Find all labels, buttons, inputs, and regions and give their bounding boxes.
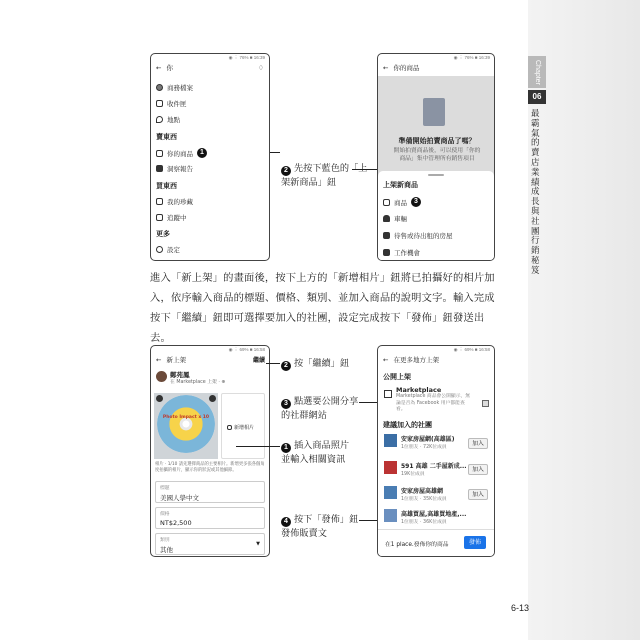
chapter-label: Chapter: [528, 56, 546, 88]
annotation-step-2-top: 2 先按下藍色的「上架新商品」鈕: [281, 163, 368, 188]
pointer-line: [236, 446, 280, 447]
chapter-title: 最霸氣的賣店業績成長與社團行銷秘笈: [531, 109, 540, 276]
house-icon: [383, 232, 390, 239]
group-item: 安家房屋高雄網 1位朋友 · 35K位成員: [384, 486, 470, 502]
publish-button[interactable]: 發佈: [464, 536, 486, 549]
continue-button[interactable]: 繼續: [252, 357, 265, 364]
join-button[interactable]: 加入: [468, 464, 488, 475]
annotation-step-2: 2 按「繼續」鈕: [281, 357, 381, 371]
menu-item-profile[interactable]: 商務檔案: [156, 83, 193, 92]
public-section-title: 公開上架: [383, 373, 411, 381]
join-button[interactable]: 加入: [468, 438, 488, 449]
header: [378, 61, 494, 76]
section-buy: 買東西: [156, 182, 177, 190]
sheet-section-title: 上架新商品: [383, 181, 418, 189]
back-arrow-icon[interactable]: ←: [383, 64, 389, 72]
option-property[interactable]: 待售或待出租的房屋: [383, 231, 453, 240]
marketplace-desc: Marketplace 商品會公開顯示，無論是否為 Facebook 用戶都能查看。: [396, 394, 471, 412]
option-job[interactable]: 工作機會: [383, 248, 420, 257]
join-button[interactable]: 加入: [468, 489, 488, 500]
prompt-title: 準備開始拍賣商品了嗎？: [398, 137, 476, 145]
menu-item-your-items[interactable]: 你的商品 1: [156, 148, 207, 158]
header: [378, 353, 494, 368]
footer-text: 在1 place.發佈你的商品: [385, 542, 449, 548]
inbox-icon: [156, 100, 163, 107]
tag-icon: [383, 199, 390, 206]
bottom-sheet: [378, 171, 494, 260]
option-item[interactable]: 商品 3: [383, 197, 421, 207]
phone-screenshot-you: [150, 53, 270, 261]
group-item: 高雄買屋,高雄買地產,... 1位朋友 · 36K位成員: [384, 509, 470, 525]
edit-icon[interactable]: [209, 395, 216, 402]
phone-screenshot-new-listing: [150, 345, 270, 557]
header-title: 在更多地方上架: [393, 356, 439, 364]
seller-subtitle: 在 Marketplace 上架 · ⊕: [170, 380, 226, 385]
option-vehicle[interactable]: 車輛: [383, 214, 407, 223]
gear-icon: [156, 246, 163, 253]
section-more: 更多: [156, 230, 170, 238]
group-thumbnail: [384, 509, 397, 522]
annotation-step-1: 1 插入商品照片並輸入相關資訊: [281, 440, 350, 465]
cd-label: Photo Impact x 10: [162, 415, 210, 420]
annotation-step-4: 4 按下「發佈」鈕發佈販賣文: [281, 514, 359, 539]
tag-icon: [156, 150, 163, 157]
close-icon[interactable]: [156, 395, 163, 402]
pointer-line: [270, 152, 280, 153]
marketplace-title: Marketplace: [396, 386, 442, 394]
dropdown-icon: ▼: [256, 541, 260, 547]
groups-section-title: 建議加入的社團: [383, 421, 432, 429]
page-number: 6-13: [511, 603, 530, 613]
document-icon: [423, 98, 445, 126]
bookmark-icon: [156, 198, 163, 205]
add-photo-button[interactable]: 新增相片: [221, 393, 265, 459]
group-thumbnail: [384, 486, 397, 499]
title-field[interactable]: 標題 美國人學中文: [155, 481, 265, 503]
back-arrow-icon[interactable]: ←: [156, 356, 162, 364]
footer-bar: [378, 529, 494, 556]
category-field[interactable]: 類別 其他 ▼: [155, 533, 265, 555]
back-arrow-icon[interactable]: ←: [383, 356, 389, 364]
prompt-text: 開始拍賣商品後，可以使用「你的商品」集中管理所有銷售項目: [393, 148, 481, 162]
menu-item-following[interactable]: 追蹤中: [156, 213, 187, 222]
menu-item-settings[interactable]: 設定: [156, 245, 180, 254]
body-paragraph: 進入「新上架」的畫面後，按下上方的「新增相片」鈕將已拍攝好的相片加入，依序輸入商品的標題、價格、類別、並加入商品的說明文字。輸入完成按下「繼續」鈕即可選擇要加入的社團，設定完成按下「發佈」鈕發送出去。: [150, 272, 495, 344]
chapter-number: 06: [528, 90, 546, 104]
location-icon: [156, 116, 163, 123]
back-arrow-icon[interactable]: ←: [156, 64, 162, 72]
marketplace-checkbox[interactable]: [482, 400, 489, 407]
seller-name: 鄭苑鳳: [170, 371, 190, 379]
header-title: 你: [166, 64, 173, 72]
annotation-step-3: 3 點選要公開分享的社群網站: [281, 396, 359, 421]
product-photo[interactable]: [154, 393, 218, 459]
marketplace-icon: [384, 390, 392, 398]
car-icon: [383, 215, 390, 222]
menu-item-insights[interactable]: 洞察報告: [156, 164, 193, 173]
follow-icon: [156, 214, 163, 221]
group-item: 安家房屋網(高雄區) 1位朋友 · 72K位成員: [384, 434, 470, 450]
group-item: 591 高雄 二手屋新成... 19K位成員: [384, 461, 470, 477]
sheet-handle[interactable]: [428, 174, 444, 176]
menu-item-location[interactable]: 地點: [156, 115, 180, 124]
chart-icon: [156, 165, 163, 172]
status-bar: ◉ ⋮ 69% ■ 16:58: [453, 347, 490, 352]
add-photo-icon: [227, 425, 232, 430]
price-field[interactable]: 價格 NT$2,500: [155, 507, 265, 529]
avatar-icon: [156, 84, 163, 91]
header-title: 你的商品: [393, 64, 420, 72]
photo-notice: 相片 · 1/10 請先選擇商品的主要相片。新增更多張各個角度拍攝的相片，顯示你的狀況或其他細節。: [155, 462, 265, 473]
group-thumbnail: [384, 434, 397, 447]
menu-item-inbox[interactable]: 收件匣: [156, 99, 187, 108]
bell-icon[interactable]: ♢: [257, 64, 264, 72]
avatar: [156, 371, 167, 382]
status-bar: ◉ ⋮ 76% ■ 16:39: [228, 55, 265, 60]
menu-item-saved[interactable]: 我的珍藏: [156, 197, 193, 206]
header: [151, 61, 269, 76]
pointer-line: [266, 363, 280, 364]
header-title: 新上架: [166, 356, 186, 364]
group-thumbnail: [384, 461, 397, 474]
status-bar: ◉ ⋮ 76% ■ 16:39: [453, 55, 490, 60]
step-badge: 3: [411, 197, 421, 207]
pointer-line: [352, 169, 380, 170]
phone-screenshot-your-items: [377, 53, 495, 261]
cd-image: [157, 395, 215, 453]
step-badge: 1: [197, 148, 207, 158]
status-bar: ◉ ⋮ 69% ■ 16:58: [228, 347, 265, 352]
phone-screenshot-share-more: [377, 345, 495, 557]
header: [151, 353, 269, 368]
briefcase-icon: [383, 249, 390, 256]
section-sell: 賣東西: [156, 133, 177, 141]
